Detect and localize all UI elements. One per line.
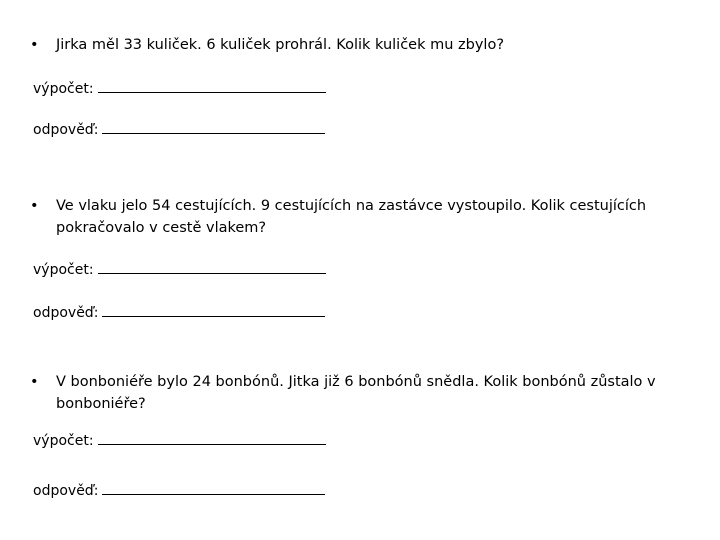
calculation-line bbox=[33, 79, 326, 99]
answer-blank[interactable] bbox=[102, 121, 325, 134]
problem-text: Ve vlaku jelo 54 cestujících. 9 cestujících na zastávce vystoupilo. Kolik cestujících pokračovalo v cestě vlakem? bbox=[56, 198, 647, 236]
calculation-label: výpočet: bbox=[33, 262, 94, 278]
calculation-line bbox=[33, 260, 326, 280]
answer-line bbox=[33, 303, 325, 323]
problem-text: V bonboniéře bylo 24 bonbónů. Jitka již 6 bonbónů snědla. Kolik bonbónů zůstalo v bonboniéře? bbox=[56, 374, 656, 412]
calculation-label: výpočet: bbox=[33, 81, 94, 97]
answer-line bbox=[33, 481, 325, 501]
problem-question bbox=[30, 371, 676, 415]
bullet-icon: • bbox=[30, 374, 39, 390]
bullet-icon: • bbox=[30, 37, 39, 53]
calculation-blank[interactable] bbox=[98, 261, 326, 274]
word-problem-3 bbox=[0, 371, 720, 499]
problem-question bbox=[30, 195, 676, 239]
answer-blank[interactable] bbox=[102, 482, 325, 495]
answer-label: odpověď: bbox=[33, 483, 99, 499]
word-problem-1 bbox=[0, 34, 720, 138]
calculation-line bbox=[33, 431, 326, 451]
answer-label: odpověď: bbox=[33, 305, 99, 321]
calculation-blank[interactable] bbox=[98, 80, 326, 93]
answer-line bbox=[33, 120, 325, 140]
problem-text: Jirka měl 33 kuliček. 6 kuliček prohrál. Kolik kuliček mu zbylo? bbox=[56, 37, 505, 53]
answer-blank[interactable] bbox=[102, 304, 325, 317]
answer-label: odpověď: bbox=[33, 122, 99, 138]
word-problem-2 bbox=[0, 195, 720, 321]
bullet-icon: • bbox=[30, 198, 39, 214]
calculation-blank[interactable] bbox=[98, 432, 326, 445]
calculation-label: výpočet: bbox=[33, 433, 94, 449]
problem-question bbox=[30, 34, 676, 56]
